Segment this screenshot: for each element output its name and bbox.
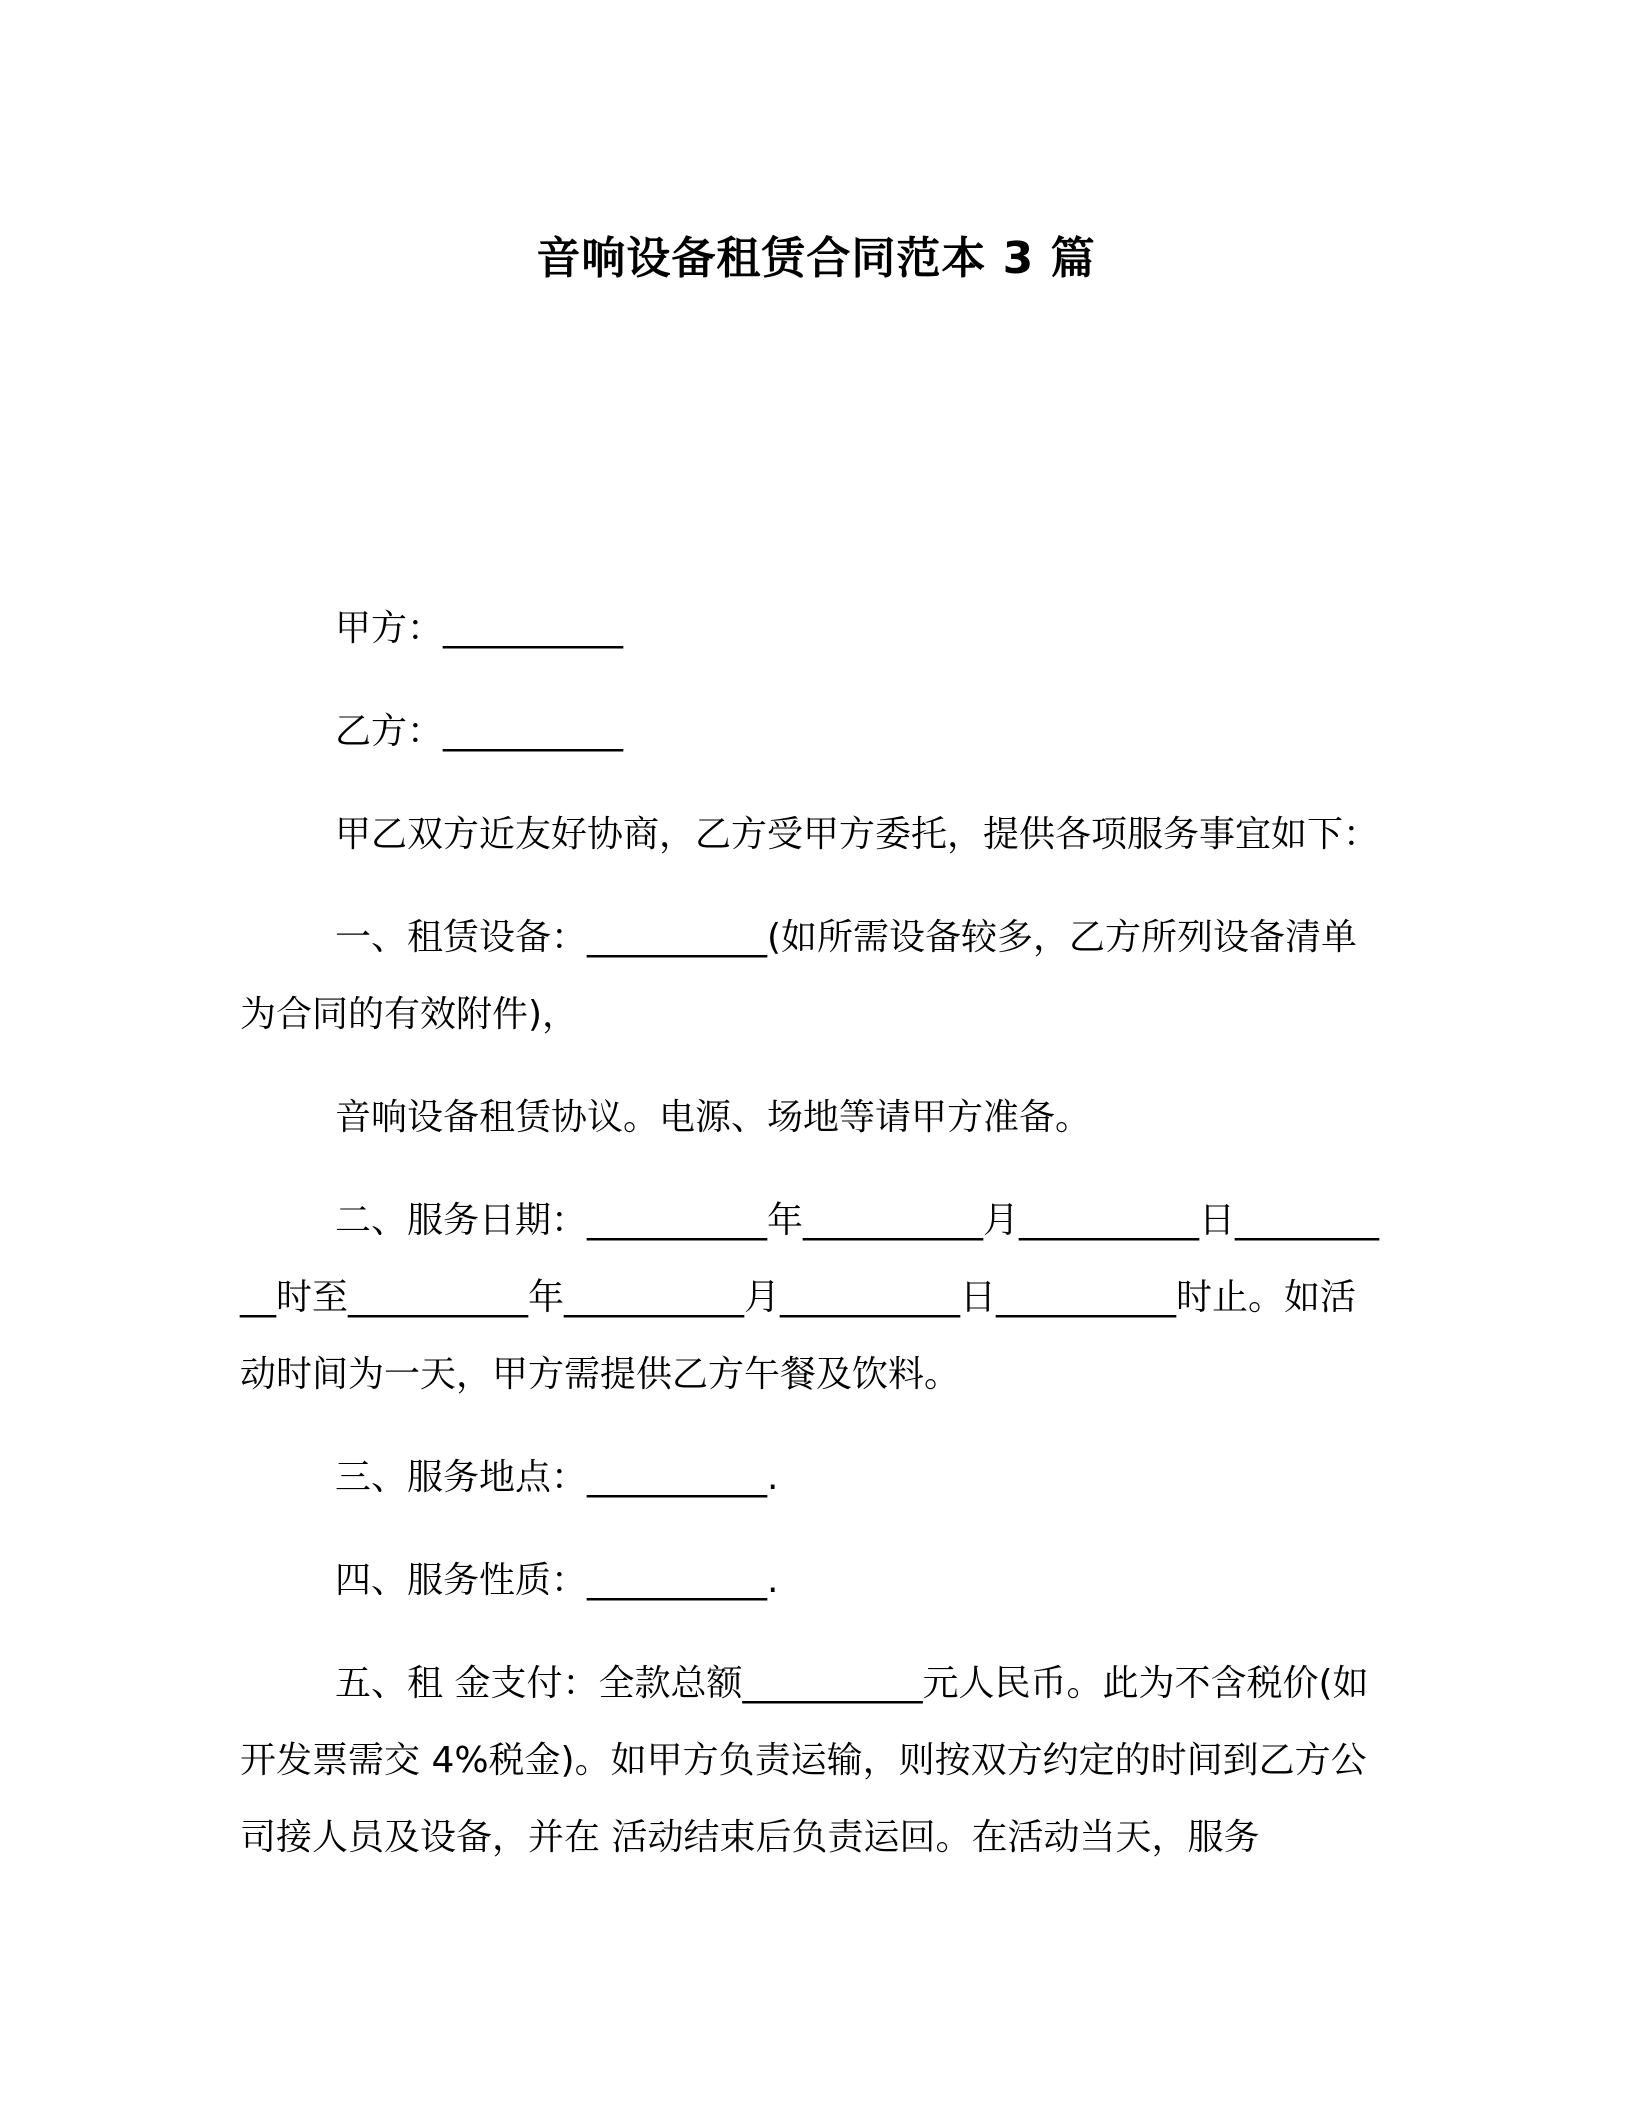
document-body xyxy=(240,590,1380,1902)
clause-5-rent-payment: 五、租 金支付：全款总额__________元人民币。此为不含税价(如开发票需交 4%税金)。如甲方负责运输，则按双方约定的时间到乙方公司接人员及设备，并在 活动结束后负责运回。在活动当天，服务 xyxy=(240,1663,1369,1858)
clause-1-equipment: 一、租赁设备：__________(如所需设备较多，乙方所列设备清单为合同的有效附件)， xyxy=(240,917,1358,1035)
party-a-line: 甲方：__________ xyxy=(335,608,624,649)
party-b-line: 乙方：__________ xyxy=(335,711,624,752)
intro-paragraph: 甲乙双方近友好协商，乙方受甲方委托，提供各项服务事宜如下： xyxy=(335,814,1380,855)
clause-2-service-date: 二、服务日期：__________年__________月__________日__________时至__________年__________月__________日__________时止。如活动时间为一天，甲方需提供乙方午餐及饮料。 xyxy=(240,1200,1380,1395)
clause-3-service-location: 三、服务地点：__________. xyxy=(335,1457,779,1498)
equipment-note: 音响设备租赁协议。电源、场地等请甲方准备。 xyxy=(335,1097,1092,1138)
document-title: 音响设备租赁合同范本 3 篇 xyxy=(536,233,1096,284)
clause-4-service-nature: 四、服务性质：__________. xyxy=(335,1560,779,1601)
